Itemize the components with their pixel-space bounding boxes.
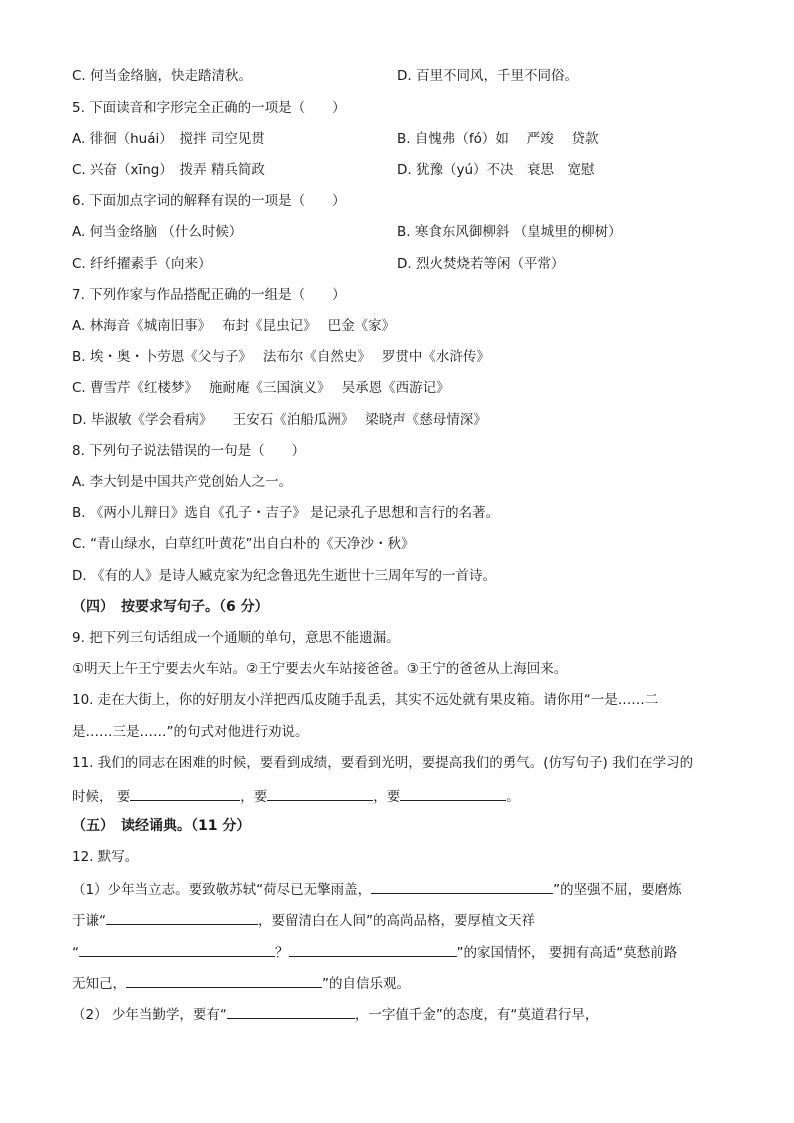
q11-text-4: 。 bbox=[506, 789, 520, 805]
q8-option-a: A. 李大钊是中国共产党创始人之一。 bbox=[72, 474, 293, 490]
section-5-heading: （五） 读经诵典。（11 分） bbox=[72, 818, 251, 834]
q12-blank-2[interactable] bbox=[106, 910, 258, 925]
question-9: 9. 把下列三句话组成一个通顺的单句，意思不能遗漏。 bbox=[72, 630, 400, 646]
q6-option-c: C. 纤纤擢素手（向来） bbox=[72, 256, 212, 272]
q12-1-text-f: ？ bbox=[275, 945, 289, 961]
q12-2-text-a: （2） 少年当勤学，要有“ bbox=[72, 1007, 227, 1023]
question-5: 5. 下面读音和字形完全正确的一项是（ ） bbox=[72, 100, 346, 116]
q12-1-text-e: “ bbox=[72, 945, 79, 961]
q11-blank-1[interactable] bbox=[130, 786, 240, 801]
q12-1-text-a: （1）少年当立志。要致敬苏轼“荷尽已无擎雨盖， bbox=[72, 882, 372, 898]
q12-1-text-d: ，要留清白在人间”的高尚品格，要厚植文天祥 bbox=[258, 913, 535, 929]
q12-blank-6[interactable] bbox=[227, 1004, 355, 1019]
q7-option-d: D. 毕淑敏《学会看病》 王安石《泊船瓜洲》 梁晓声《慈母情深》 bbox=[72, 412, 487, 428]
question-10-line-2: 是……三是……”的句式对他进行劝说。 bbox=[72, 724, 309, 740]
q8-option-c: C. “青山绿水，白草红叶黄花”出自白朴的《天净沙・秋》 bbox=[72, 536, 415, 552]
q11-blank-3[interactable] bbox=[400, 786, 506, 801]
question-12: 12. 默写。 bbox=[72, 849, 139, 865]
q5-option-d: D. 犹豫（yú）不决 衰思 宽慰 bbox=[397, 162, 595, 178]
q12-1-line-1 bbox=[72, 879, 682, 899]
section-4-heading: （四） 按要求写句子。（6 分） bbox=[72, 599, 269, 615]
q8-option-d: D. 《有的人》是诗人臧克家为纪念鲁迅先生逝世十三周年写的一首诗。 bbox=[72, 568, 496, 584]
question-7: 7. 下列作家与作品搭配正确的一组是（ ） bbox=[72, 287, 346, 303]
question-11-line-1: 11. 我们的同志在困难的时候，要看到成绩，要看到光明，要提高我们的勇气。(仿写句子) 我们在学习的 bbox=[72, 755, 694, 771]
q7-option-c: C. 曹雪芹《红楼梦》 施耐庵《三国演义》 吴承恩《西游记》 bbox=[72, 380, 450, 396]
q5-option-a: A. 徘徊（huái） 搅拌 司空见贯 bbox=[72, 131, 265, 147]
q12-1-line-2 bbox=[72, 910, 535, 930]
q12-2-text-b: ，一字值千金”的态度，有“莫道君行早， bbox=[354, 1007, 599, 1023]
question-11-line-2 bbox=[72, 786, 520, 806]
q4-option-c: C. 何当金络脑，快走踏清秋。 bbox=[72, 68, 253, 84]
q11-blank-2[interactable] bbox=[267, 786, 373, 801]
q7-option-a: A. 林海音《城南旧事》 布封《昆虫记》 巴金《家》 bbox=[72, 318, 396, 334]
q6-option-a: A. 何当金络脑 （什么时候） bbox=[72, 224, 243, 240]
q12-1-text-c: 于谦“ bbox=[72, 913, 106, 929]
q8-option-b: B. 《两小儿辩日》选自《孔子・吉子》 是记录孔子思想和言行的名著。 bbox=[72, 505, 500, 521]
q11-text-1: 时候， 要 bbox=[72, 789, 131, 805]
q6-option-d: D. 烈火焚烧若等闲（平常） bbox=[397, 256, 565, 272]
q5-option-b: B. 自愧弗（fó）如 严竣 贷款 bbox=[397, 131, 599, 147]
q9-sentences: ①明天上午王宁要去火车站。②王宁要去火车站接爸爸。③王宁的爸爸从上海回来。 bbox=[72, 661, 568, 677]
q12-1-text-b: ”的坚强不屈，要磨炼 bbox=[553, 882, 682, 898]
q6-option-b: B. 寒食东风御柳斜 （皇城里的柳树） bbox=[397, 224, 622, 240]
q12-2-line-1 bbox=[72, 1004, 598, 1024]
q7-option-b: B. 埃・奥・卜劳恩《父与子》 法布尔《自然史》 罗贯中《水浒传》 bbox=[72, 349, 490, 365]
question-8: 8. 下列句子说法错误的一句是（ ） bbox=[72, 443, 306, 459]
q5-option-c: C. 兴奋（xīng） 拨弄 精兵简政 bbox=[72, 162, 265, 178]
question-6: 6. 下面加点字词的解释有误的一项是（ ） bbox=[72, 193, 346, 209]
q12-blank-3[interactable] bbox=[79, 942, 275, 957]
q12-1-line-3 bbox=[72, 942, 677, 962]
q11-text-3: ，要 bbox=[373, 789, 401, 805]
q12-1-line-4 bbox=[72, 973, 410, 993]
q12-blank-5[interactable] bbox=[126, 973, 322, 988]
q12-1-text-g: ”的家国情怀， 要拥有高适“莫愁前路 bbox=[456, 945, 678, 961]
q11-text-2: ，要 bbox=[240, 789, 268, 805]
q12-blank-4[interactable] bbox=[289, 942, 457, 957]
question-10-line-1: 10. 走在大街上，你的好朋友小洋把西瓜皮随手乱丢，其实不远处就有果皮箱。请你用“一是……二 bbox=[72, 692, 659, 708]
q4-option-d: D. 百里不同风，千里不同俗。 bbox=[397, 68, 578, 84]
q12-1-text-i: ”的自信乐观。 bbox=[322, 976, 410, 992]
q12-blank-1[interactable] bbox=[371, 879, 553, 894]
q12-1-text-h: 无知己， bbox=[72, 976, 126, 992]
